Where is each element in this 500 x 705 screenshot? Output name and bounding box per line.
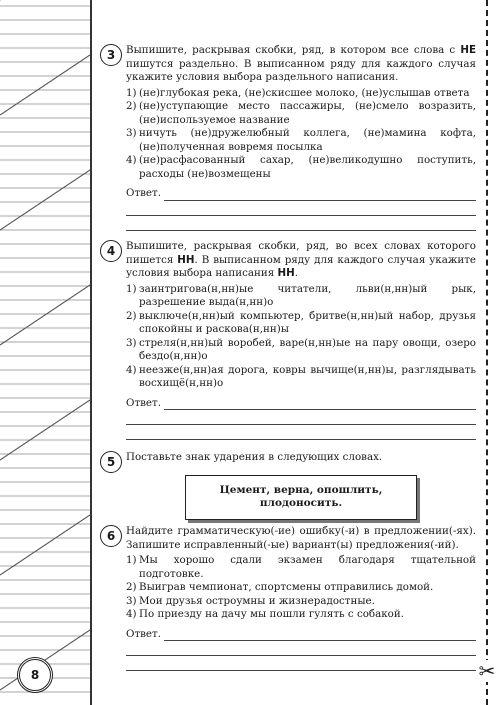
- option-item: 4) (не)расфасованный сахар, (не)великодушно поступить, расходы (не)возмещены: [126, 154, 476, 180]
- margin-slant-line: [0, 285, 90, 345]
- task-instruction: Выпишите, раскрывая скобки, ряд, в котором все слова с НЕ пишутся раздельно. В выписанном ряду для каждого случая укажите условия выбора раздельного написания.: [126, 44, 476, 83]
- margin-guide-lines: [0, 0, 90, 705]
- answer-label: Ответ.: [126, 187, 161, 199]
- margin-slant-line: [0, 400, 90, 460]
- answer-line[interactable]: [164, 629, 476, 641]
- margin-rule: [90, 0, 92, 705]
- option-item: 4) неезже(н,нн)ая дорога, ковры вычище(н,нн)ы, разглядывать восхищё(н,нн)о: [126, 363, 476, 389]
- answer-line[interactable]: [126, 425, 476, 440]
- answer-field[interactable]: [126, 628, 476, 642]
- option-item: 1) (не)глубокая река, (не)скисшее молоко, (не)услышав ответа: [126, 86, 470, 99]
- answer-line[interactable]: [126, 216, 476, 231]
- answer-field[interactable]: [126, 397, 476, 411]
- task-number: 6: [100, 525, 122, 547]
- task-6: [100, 525, 476, 671]
- option-list: [126, 554, 476, 622]
- answer-label: Ответ.: [126, 396, 161, 409]
- task-number: 3: [100, 44, 122, 66]
- option-list: [126, 87, 476, 182]
- option-item: 2) Выиграв чемпионат, спортсмены отправились домой.: [126, 581, 434, 593]
- answer-line[interactable]: [126, 410, 476, 425]
- answer-label: Ответ.: [126, 627, 161, 640]
- answer-line[interactable]: [164, 398, 476, 410]
- answer-line[interactable]: [126, 201, 476, 216]
- margin-slant-line: [0, 55, 90, 115]
- answer-field[interactable]: [126, 187, 476, 201]
- page-number-badge: 8: [17, 657, 53, 693]
- option-item: 2) выключе(н,нн)ый компьютер, бритве(н,нн)ый набор, друзья спокойны и раскова(н,нн)ы: [126, 309, 476, 335]
- option-item: 1) Мы хорошо сдали экзамен благодаря тщательной подготовке.: [126, 554, 476, 580]
- task-5: [100, 451, 476, 520]
- ruled-margin: [0, 0, 90, 705]
- scissors-icon: ✂: [476, 660, 498, 682]
- task-instruction: Найдите грамматическую(-ие) ошибку(-и) в предложении(-ях). Запишите исправленный(-ые) вариант(ы) предложения(-ий).: [126, 525, 476, 551]
- option-list: [126, 283, 476, 391]
- task-number: 5: [100, 451, 122, 473]
- option-item: 2) (не)уступающие место пассажиры, (не)смело возразить, (не)используемое название: [126, 100, 476, 126]
- task-4: [100, 240, 476, 440]
- answer-line[interactable]: [164, 189, 476, 201]
- task-number: 4: [100, 240, 122, 262]
- task-3: [100, 44, 476, 231]
- option-item: 4) По приезду на дачу мы пошли гулять с собакой.: [126, 608, 405, 620]
- answer-line[interactable]: [126, 656, 476, 671]
- cut-line: [486, 0, 488, 705]
- option-item: 3) ничуть (не)дружелюбный коллега, (не)мамина кофта, (не)полученная вовремя посылка: [126, 127, 476, 153]
- option-item: 3) Мои друзья остроумны и жизнерадостные.: [126, 594, 375, 607]
- option-item: 3) стреля(н,нн)ый воробей, варе(н,нн)ые на пару овощи, озеро бездо(н,нн)о: [126, 336, 476, 362]
- option-item: 1) заинтригова(н,нн)ые читатели, льви(н,нн)ый рык, разрешение выда(н,нн)о: [126, 282, 476, 308]
- task-instruction: Выпишите, раскрывая скобки, ряд, во всех словах которого пишется НН. В выписанном ряду для каждого случая укажите условия выбора написания НН.: [126, 240, 477, 279]
- task-instruction: Поставьте знак ударения в следующих словах.: [126, 451, 383, 463]
- answer-line[interactable]: [126, 641, 476, 656]
- stress-words-box: Цемент, верна, опошлить, плодоносить.: [185, 475, 417, 520]
- margin-slant-line: [0, 170, 90, 230]
